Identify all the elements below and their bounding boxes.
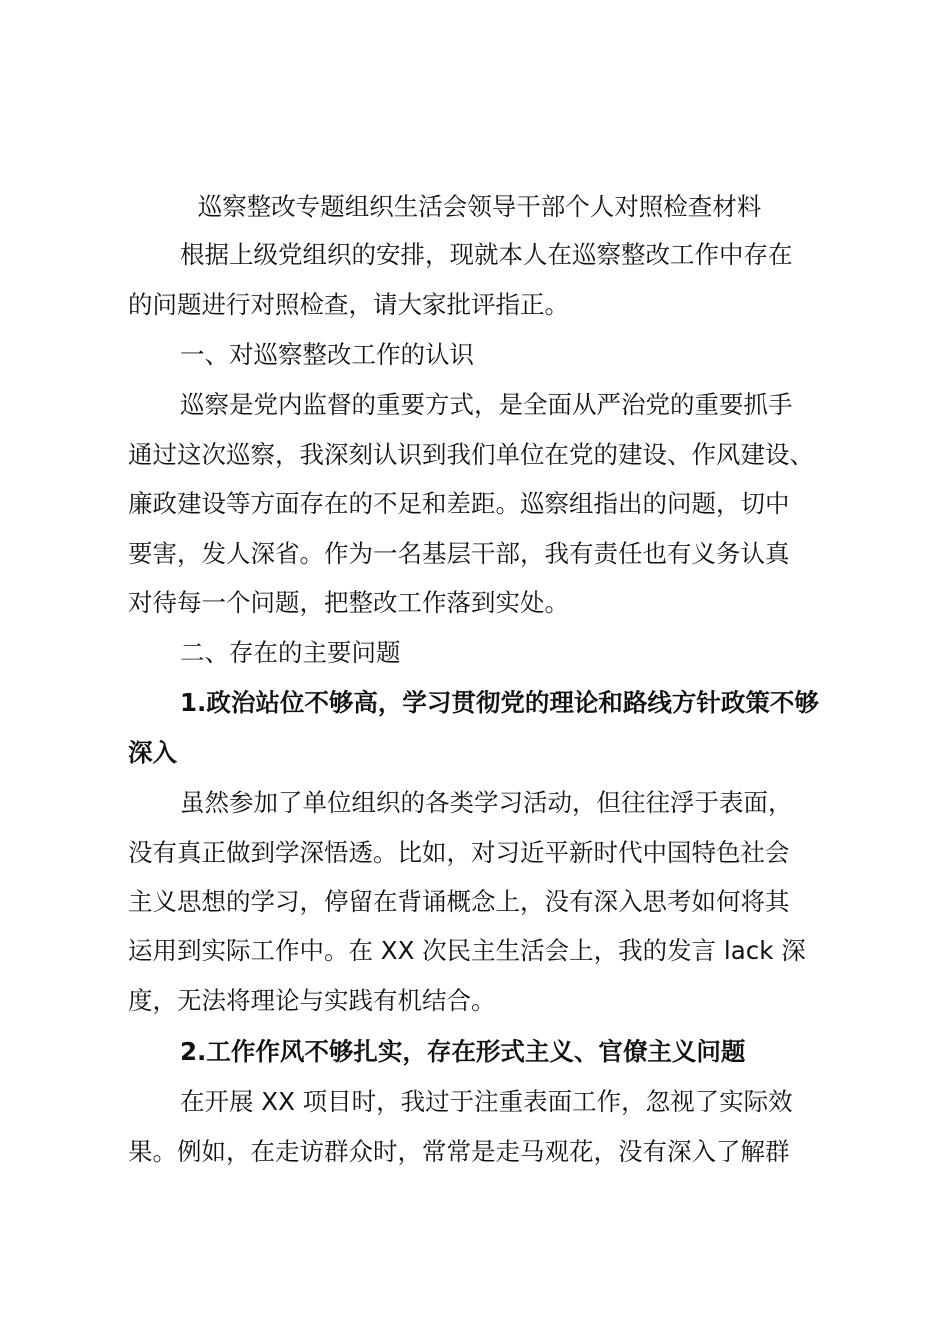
document-title: 巡察整改专题组织生活会领导干部个人对照检查材料 (197, 192, 762, 221)
section-heading: 一、对巡察整改工作的认识 (180, 340, 474, 369)
paragraph-line: 虽然参加了单位组织的各类学习活动，但往往浮于表面， (180, 788, 793, 817)
subsection-heading: 2.工作作风不够扎实，存在形式主义、官僚主义问题 (180, 1037, 746, 1066)
paragraph-line: 果。例如，在走访群众时，常常是走马观花，没有深入了解群 (128, 1137, 790, 1166)
paragraph-line: 主义思想的学习，停留在背诵概念上，没有深入思考如何将其 (128, 887, 790, 916)
paragraph-line: 廉政建设等方面存在的不足和差距。巡察组指出的问题，切中 (128, 489, 790, 518)
paragraph-line: 对待每一个问题，把整改工作落到实处。 (128, 588, 569, 617)
paragraph-line: 运用到实际工作中。在 XX 次民主生活会上，我的发言 lack 深 (128, 936, 806, 965)
paragraph-line: 巡察是党内监督的重要方式，是全面从严治党的重要抓手 (180, 390, 793, 419)
subsection-heading: 1.政治站位不够高，学习贯彻党的理论和路线方针政策不够 (180, 688, 819, 717)
paragraph-line: 根据上级党组织的安排，现就本人在巡察整改工作中存在 (180, 240, 793, 269)
paragraph-line: 没有真正做到学深悟透。比如，对习近平新时代中国特色社会 (128, 838, 790, 867)
paragraph-line: 的问题进行对照检查，请大家批评指正。 (128, 290, 569, 319)
paragraph-line: 度，无法将理论与实践有机结合。 (128, 986, 496, 1015)
paragraph-line: 通过这次巡察，我深刻认识到我们单位在党的建设、作风建设、 (128, 440, 814, 469)
section-heading: 二、存在的主要问题 (180, 638, 401, 667)
paragraph-line: 在开展 XX 项目时，我过于注重表面工作，忽视了实际效 (180, 1087, 793, 1116)
paragraph-line: 要害，发人深省。作为一名基层干部，我有责任也有义务认真 (128, 539, 790, 568)
subsection-heading: 深入 (128, 738, 177, 767)
